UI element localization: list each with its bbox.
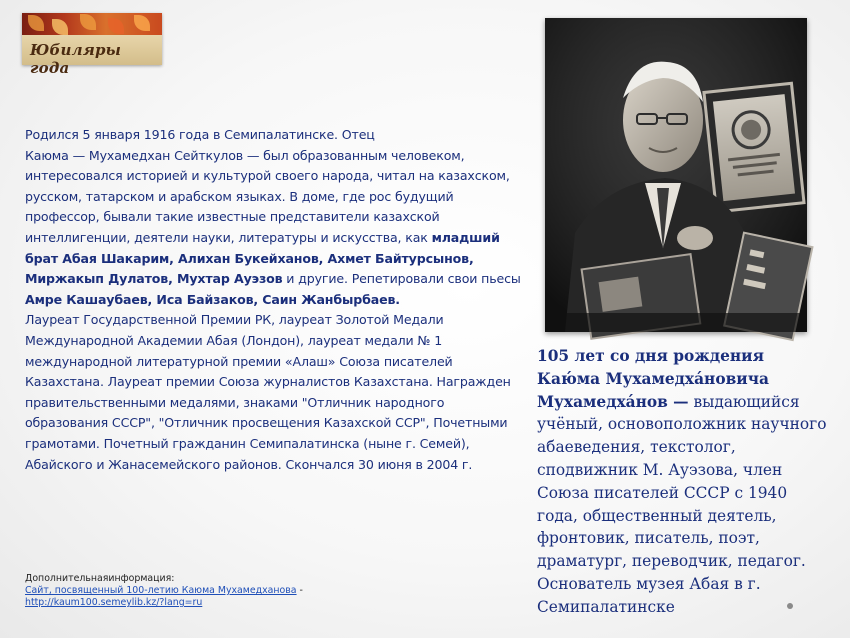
additional-info xyxy=(25,573,505,609)
anniversary-site-url-link[interactable]: http://kaum100.semeylib.kz/?lang=ru xyxy=(25,597,203,608)
bio-part-b: и другие. Репетировали свои пьесы xyxy=(282,271,521,287)
banner-title: Юбиляры года xyxy=(30,41,122,77)
caption-heading: 105 лет со дня рождения Каю́ма Мухамедха́новича Мухамедха́нов — xyxy=(537,347,769,411)
bio-names-actors: Амре Кашаубаев, Иса Байзаков, Саин Жанбырбаев. xyxy=(25,291,400,307)
bio-line-1: Родился 5 января 1916 года в Семипалатинске. Отец xyxy=(25,127,375,142)
bio-part-a: Каюма — Мухамедхан Сейткулов — был образованным человеком, интересовался историей и культурой своего народа, читал на казахском, русском, татарском и арабском языках. В доме, где рос будущий профессор, бывали такие известные представители казахской интеллигенции, деятели науки, литературы и искусства, как xyxy=(25,147,510,245)
biography-text xyxy=(25,125,530,475)
link-separator: - xyxy=(296,585,303,596)
slide-bullet-dot xyxy=(787,603,793,609)
additional-info-label: Дополнительнаяинформация: xyxy=(25,573,175,584)
portrait-illustration xyxy=(545,18,807,332)
caption-description: выдающийся учёный, основоположник научного абаеведения, текстолог, сподвижник М. Ауэзова, член Союза писателей СССР с 1940 года, общественный деятель, фронтовик, писатель, поэт, драматург, переводчик, педагог. Основатель музея Абая в г. Семипалатинске xyxy=(537,392,827,616)
bio-names-visitors: младший брат Абая Шакарим, Алихан Букейханов, Ахмет Байтурсынов, Миржакып Дулатов, Мухтар Ауэзов xyxy=(25,229,500,287)
portrait-photo xyxy=(545,18,807,332)
jubilee-banner xyxy=(22,13,162,77)
anniversary-site-link[interactable]: Сайт, посвященный 100-летию Каюма Мухамедханова xyxy=(25,585,297,596)
autumn-leaves-decoration xyxy=(22,13,162,35)
anniversary-caption xyxy=(537,345,827,619)
bio-awards-paragraph: Лауреат Государственной Премии РК, лауреат Золотой Медали Международной Академии Абая (Лондон), лауреат медали № 1 международной литературной премии «Алаш» Союза писателей Казахстана. Лауреат премии Союза журналистов Казахстана. Награжден правительственными медалями, знаками "Отличник народного образования СССР", "Отличник просвещения Казахской ССР", Почетными грамотами. Почетный гражданин Семипалатинска (ныне г. Семей), Абайского и Жанасемейского районов. Скончался 30 июня в 2004 г. xyxy=(25,312,511,472)
